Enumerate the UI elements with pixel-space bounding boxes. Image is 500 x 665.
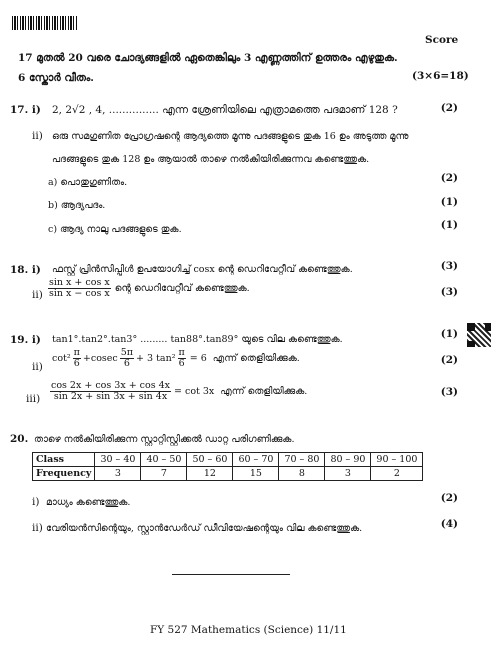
q18-ii-label: ii) xyxy=(32,289,43,301)
frequency-cell: 3 xyxy=(95,467,141,481)
class-cell: 70 – 80 xyxy=(279,453,325,467)
q18-part-i: ഫസ്റ്റ് പ്രിൻസിപ്പിൾ ഉപയോഗിച്ച് cosx ന്റെ ഡെറിവേറ്റീവ് കണ്ടെത്തുക. xyxy=(52,264,353,275)
frequency-table xyxy=(32,452,423,481)
q19-f1-denominator: 6 xyxy=(73,357,80,369)
q20-part-ii: വേരിയൻസിന്റെയും, സ്റ്റാൻഡേർഡ് ഡീവിയേഷന്റെയും വില കണ്ടെത്തുക. xyxy=(46,523,363,534)
q17-c: c) ആദ്യ നാലു പദങ്ങളുടെ തുക. xyxy=(48,224,182,235)
q19-term-cot: cot² xyxy=(52,352,71,364)
qr-code xyxy=(466,322,492,348)
q19-part-ii-text: എന്ന് തെളിയിക്കുക. xyxy=(212,352,300,364)
q19-fraction-2 xyxy=(120,348,134,369)
q17-part-ii-line1: ഒരു സമഗുണിത പ്രോഗ്രഷന്റെ ആദ്യത്തെ മൂന്നു പദങ്ങളുടെ തുക 16 ഉം അടുത്ത മൂന്നു xyxy=(52,131,409,142)
frequency-cell: 7 xyxy=(141,467,187,481)
class-row xyxy=(33,453,423,467)
q18-part-ii-marks: (3) xyxy=(440,286,458,298)
q17-c-marks: (1) xyxy=(440,219,458,231)
section-instruction: 17 മുതൽ 20 വരെ ചോദ്യങ്ങളിൽ ഏതെങ്കിലും 3 എണ്ണത്തിന് ഉത്തരം എഴുതുക. xyxy=(18,52,398,64)
footer-code: FY 527 Mathematics (Science) 11/11 xyxy=(150,624,347,636)
q19-fraction-1 xyxy=(73,348,81,369)
frequency-header: Frequency xyxy=(33,467,95,481)
class-cell: 40 – 50 xyxy=(141,453,187,467)
frequency-cell: 12 xyxy=(187,467,233,481)
barcode xyxy=(12,16,78,30)
class-cell: 50 – 60 xyxy=(187,453,233,467)
class-cell: 80 – 90 xyxy=(325,453,371,467)
q20-intro: താഴെ നൽകിയിരിക്കുന്ന സ്റ്റാറ്റിസ്റ്റിക്കൽ ഡാറ്റ പരിഗണിക്കുക. xyxy=(34,434,295,445)
q19-f4-numerator: cos 2x + cos 3x + cos 4x xyxy=(51,380,171,391)
q19-f4-denominator: sin 2x + sin 3x + sin 4x xyxy=(53,390,168,402)
q19-ii-label: ii) xyxy=(32,361,43,373)
class-cell: 30 – 40 xyxy=(95,453,141,467)
q17-b: b) ആദ്യപദം. xyxy=(48,200,106,211)
q19-part-i-marks: (1) xyxy=(440,328,458,340)
frequency-cell: 2 xyxy=(371,467,423,481)
q19-part-ii xyxy=(52,348,300,369)
q17-b-marks: (1) xyxy=(440,196,458,208)
q17-ii-label: ii) xyxy=(32,130,43,142)
q18-fraction xyxy=(48,278,111,299)
q20-ii-label: ii) xyxy=(32,522,43,534)
q18-part-ii xyxy=(48,278,250,299)
q17-part-i-marks: (2) xyxy=(440,102,458,114)
q19-part-ii-marks: (2) xyxy=(440,354,458,366)
frequency-cell: 8 xyxy=(279,467,325,481)
class-cell: 60 – 70 xyxy=(233,453,279,467)
q19-term-cosec: +cosec xyxy=(82,352,118,364)
q19-part-i: tan1°.tan2°.tan3° ......... tan88°.tan89° യുടെ വില കണ്ടെത്തുക. xyxy=(52,334,343,345)
q19-iii-label: iii) xyxy=(26,393,41,405)
frequency-row xyxy=(33,467,423,481)
marks-each: 6 സ്കോർ വീതം. xyxy=(18,72,94,84)
q17-part-ii-line2: പദങ്ങളുടെ തുക 128 ഉം ആയാൽ താഴെ നൽകിയിരിക്കുന്നവ കണ്ടെത്തുക. xyxy=(52,154,370,165)
q17-a-marks: (2) xyxy=(440,172,458,184)
frequency-cell: 3 xyxy=(325,467,371,481)
q20-part-ii-marks: (4) xyxy=(440,518,458,530)
q19-equals-six: = 6 xyxy=(189,352,207,364)
q18-number: 18. i) xyxy=(10,264,41,276)
end-rule xyxy=(172,574,290,575)
score-label: Score xyxy=(425,34,459,46)
q19-f1-numerator: π xyxy=(73,347,80,358)
q19-fraction-4 xyxy=(50,381,171,402)
q17-a: a) പൊതുഗുണിതം. xyxy=(48,177,128,188)
class-cell: 90 – 100 xyxy=(371,453,423,467)
q19-part-iii xyxy=(50,381,307,402)
q17-number: 17. i) xyxy=(10,104,41,116)
q18-part-ii-text: ന്റെ ഡെറിവേറ്റീവ് കണ്ടെത്തുക. xyxy=(114,282,250,294)
q18-fraction-numerator: sin x + cos x xyxy=(49,277,110,288)
q17-part-i: 2, 2√2 , 4, ............... എന്ന ശ്രേണിയിലെ എത്രാമത്തെ പദമാണ് 128 ? xyxy=(52,104,398,116)
class-header: Class xyxy=(33,453,95,467)
q19-term-tan: + 3 tan² xyxy=(136,352,176,364)
q19-number: 19. i) xyxy=(10,334,41,346)
q19-f3-numerator: π xyxy=(178,347,185,358)
q19-part-iii-text: എന്ന് തെളിയിക്കുക. xyxy=(220,385,308,397)
q20-i-label: i) xyxy=(32,496,40,508)
frequency-cell: 15 xyxy=(233,467,279,481)
q19-part-iii-marks: (3) xyxy=(440,386,458,398)
q19-f3-denominator: 6 xyxy=(178,357,185,369)
section-total: (3×6=18) xyxy=(412,70,469,82)
q19-f2-numerator: 5π xyxy=(120,347,134,358)
q18-fraction-denominator: sin x − cos x xyxy=(49,287,110,299)
q19-f2-denominator: 6 xyxy=(123,357,130,369)
q19-fraction-3 xyxy=(178,348,186,369)
q19-equals-cot: = cot 3x xyxy=(174,385,215,397)
q20-part-i: മാധ്യം കണ്ടെത്തുക. xyxy=(46,497,131,508)
q18-part-i-marks: (3) xyxy=(440,260,458,272)
q20-part-i-marks: (2) xyxy=(440,492,458,504)
q20-number: 20. xyxy=(10,433,29,445)
